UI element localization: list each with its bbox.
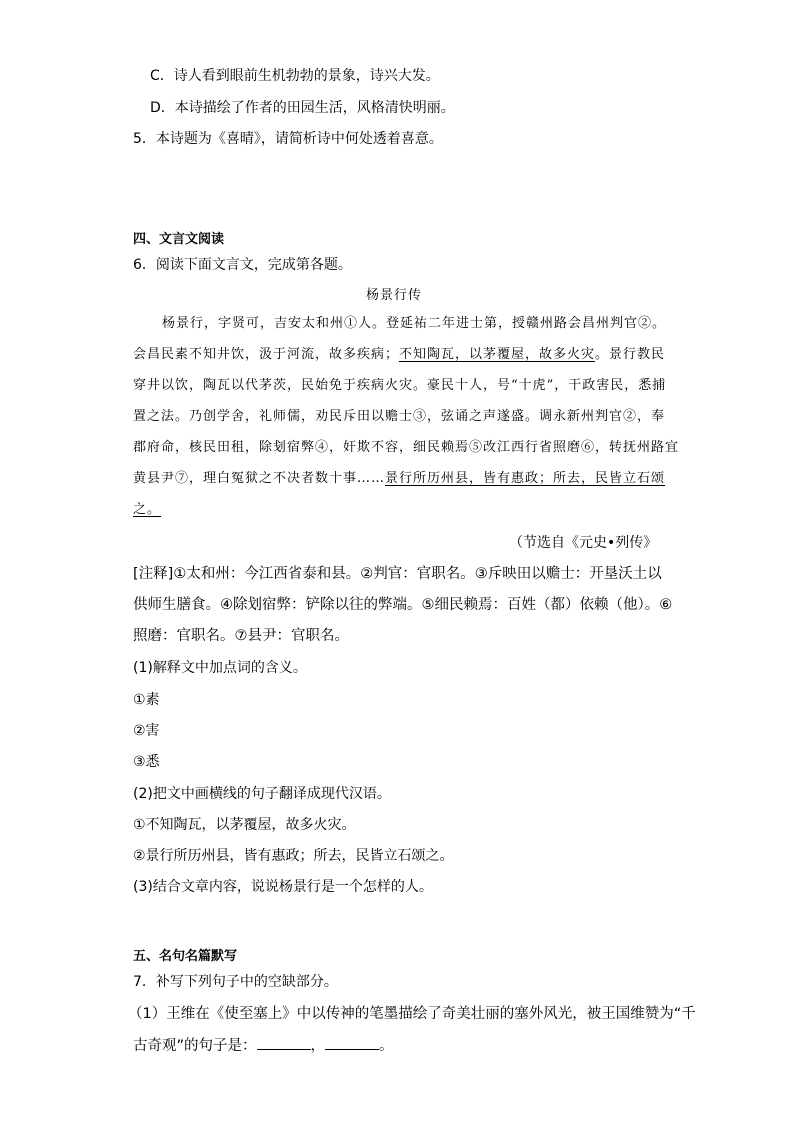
passage-line-7: 之。 bbox=[133, 502, 162, 517]
passage-line-2: 会昌民素不知井饮，汲于河流，故多疾病；不知陶瓦，以茅覆屋，故多火灾。景行教民 bbox=[133, 347, 666, 362]
passage-line-5: 郡府命，核民田租，除刬宿弊④，奸欺不容，细民赖焉⑤改江西行省照磨⑥，转抚州路宜 bbox=[133, 440, 680, 455]
option-c: C．诗人看到眼前生机勃勃的景象，诗兴大发。 bbox=[150, 68, 440, 84]
passage-line-1: 杨景行，字贤可，吉安太和州①人。登延祐二年进士第，授赣州路会昌州判官②。 bbox=[162, 316, 667, 331]
option-d: D．本诗描绘了作者的田园生活，风格清快明丽。 bbox=[150, 100, 455, 116]
subquestion-1-a: ①素 bbox=[133, 692, 160, 708]
question-6-intro: 6．阅读下面文言文，完成第各题。 bbox=[133, 257, 352, 273]
notes-line-2: 供师生膳食。④除划宿弊：铲除以往的弊端。⑤细民赖焉：百姓（都）依赖（他）。⑥ bbox=[133, 597, 673, 613]
section-5-title: 五、名句名篇默写 bbox=[133, 949, 238, 964]
passage-title: 杨景行传 bbox=[366, 288, 423, 303]
question-7: 7．补写下列句子中的空缺部分。 bbox=[133, 974, 338, 990]
answer-blank-2[interactable] bbox=[325, 1035, 379, 1050]
passage-line-4: 置之法。乃创学舍，礼师儒，劝民斥田以赡士③，弦诵之声遂盛。调永新州判官②，奉 bbox=[133, 409, 666, 424]
subquestion-2: (2)把文中画横线的句子翻译成现代汉语。 bbox=[133, 786, 391, 802]
subquestion-1-c: ③悉 bbox=[133, 754, 160, 770]
subquestion-1-b: ②害 bbox=[133, 723, 160, 739]
notes-line-1: [注释]①太和州：今江西省泰和县。②判官：官职名。③斥映田以赡士：开垦沃土以 bbox=[133, 566, 662, 582]
question-5: 5．本诗题为《喜晴》，请简析诗中何处透着喜意。 bbox=[133, 131, 443, 147]
question-7-1-line-1: （1）王维在《使至塞上》中以传神的笔墨描绘了奇美壮丽的塞外风光，被王国维赞为“千 bbox=[128, 1006, 696, 1022]
subquestion-1: (1)解释文中加点词的含义。 bbox=[133, 660, 307, 676]
passage-line-3: 穿井以饮，陶瓦以代茅茨，民始免于疾病火灾。豪民十人，号“十虎”，干政害民，悉捕 bbox=[133, 378, 667, 393]
section-4-title: 四、文言文阅读 bbox=[133, 232, 225, 247]
notes-line-3: 照磨：官职名。⑦县尹：官职名。 bbox=[133, 628, 349, 644]
underlined-sentence-1: 不知陶瓦，以茅覆屋，故多火灾 bbox=[399, 347, 596, 362]
question-7-1-line-2: 古奇观”的句子是： ， 。 bbox=[133, 1035, 394, 1056]
subquestion-2-a: ①不知陶瓦，以茅覆屋，故多火灾。 bbox=[133, 817, 356, 833]
subquestion-2-b: ②景行所历州县，皆有惠政；所去，民皆立石颂之。 bbox=[133, 848, 454, 864]
underlined-sentence-2: 景行所历州县，皆有惠政；所去，民皆立石颂 bbox=[385, 471, 666, 486]
passage-source: （节选自《元史•列传》 bbox=[509, 535, 658, 551]
subquestion-3: (3)结合文章内容，说说杨景行是一个怎样的人。 bbox=[133, 879, 433, 895]
answer-blank-1[interactable] bbox=[257, 1035, 311, 1050]
passage-line-6: 黄县尹⑦，理白冤狱之不决者数十事……景行所历州县，皆有惠政；所去，民皆立石颂 bbox=[133, 471, 666, 486]
